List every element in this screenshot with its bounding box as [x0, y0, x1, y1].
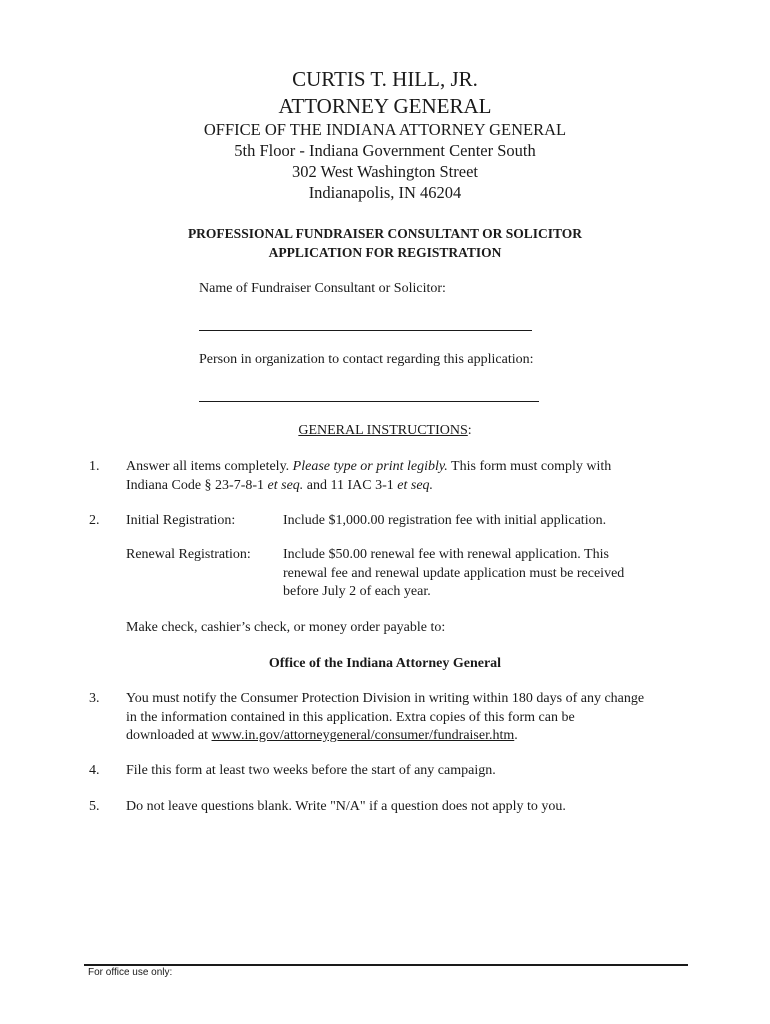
item1-text-e: et seq. [267, 478, 304, 493]
contact-field-line[interactable] [199, 401, 539, 402]
instructions-heading-text: GENERAL INSTRUCTIONS [298, 423, 468, 438]
name-field-label: Name of Fundraiser Consultant or Solicitor: [199, 281, 446, 296]
item1-text-c: This form must comply with [447, 459, 612, 474]
attorney-general-title: ATTORNEY GENERAL [278, 94, 492, 118]
item3-line1: You must notify the Consumer Protection Division in writing within 180 days of any change [126, 691, 645, 706]
contact-field-label: Person in organization to contact regarding this application: [199, 352, 534, 367]
renewal-registration-line1: Include $50.00 renewal fee with renewal application. This [283, 547, 609, 562]
item5-number: 5. [89, 799, 100, 814]
item2-number: 2. [89, 513, 100, 528]
instructions-heading-colon: : [467, 423, 472, 438]
renewal-registration-label: Renewal Registration: [126, 547, 251, 562]
item4-number: 4. [89, 763, 100, 778]
item1-text-d: Indiana Code § 23-7-8-1 [126, 478, 268, 493]
item1-line2 [126, 477, 686, 496]
item3-number: 3. [89, 691, 100, 706]
item5-text: Do not leave questions blank. Write "N/A" if a question does not apply to you. [126, 799, 566, 814]
office-street: 302 West Washington Street [291, 162, 478, 181]
item1-line1 [126, 458, 686, 477]
payee-name: Office of the Indiana Attorney General [268, 656, 502, 671]
item3-line3-suffix: . [514, 728, 518, 743]
item3-line2: in the information contained in this application. Extra copies of this form can be [126, 710, 575, 725]
attorney-general-name: CURTIS T. HILL, JR. [292, 67, 478, 91]
office-use-divider [84, 964, 688, 966]
form-title-line1: PROFESSIONAL FUNDRAISER CONSULTANT OR SOLICITOR [187, 226, 583, 241]
renewal-registration-line3: before July 2 of each year. [283, 584, 431, 599]
office-city: Indianapolis, IN 46204 [308, 183, 462, 202]
form-title-line2: APPLICATION FOR REGISTRATION [268, 245, 502, 260]
payable-instruction: Make check, cashier’s check, or money order payable to: [126, 620, 446, 635]
name-field-line[interactable] [199, 330, 532, 331]
item1-text-f: and 11 IAC 3-1 [303, 478, 398, 493]
office-name: OFFICE OF THE INDIANA ATTORNEY GENERAL [203, 120, 567, 139]
item1-text-a: Answer all items completely. [126, 459, 293, 474]
item1-text-g: et seq. [397, 478, 434, 493]
item1-number: 1. [89, 459, 100, 474]
item3-line3 [126, 727, 696, 746]
item1-text-b: Please type or print legibly. [292, 459, 448, 474]
item3-line3-prefix: downloaded at [126, 728, 212, 743]
fundraiser-form-link[interactable]: www.in.gov/attorneygeneral/consumer/fundraiser.htm [211, 728, 515, 743]
instructions-heading [0, 422, 770, 441]
item4-text: File this form at least two weeks before the start of any campaign. [126, 763, 496, 778]
initial-registration-label: Initial Registration: [126, 513, 236, 528]
office-floor: 5th Floor - Indiana Government Center South [234, 141, 536, 160]
renewal-registration-line2: renewal fee and renewal update application must be received [283, 566, 625, 581]
initial-registration-text: Include $1,000.00 registration fee with initial application. [283, 513, 607, 528]
office-use-label: For office use only: [88, 967, 173, 978]
